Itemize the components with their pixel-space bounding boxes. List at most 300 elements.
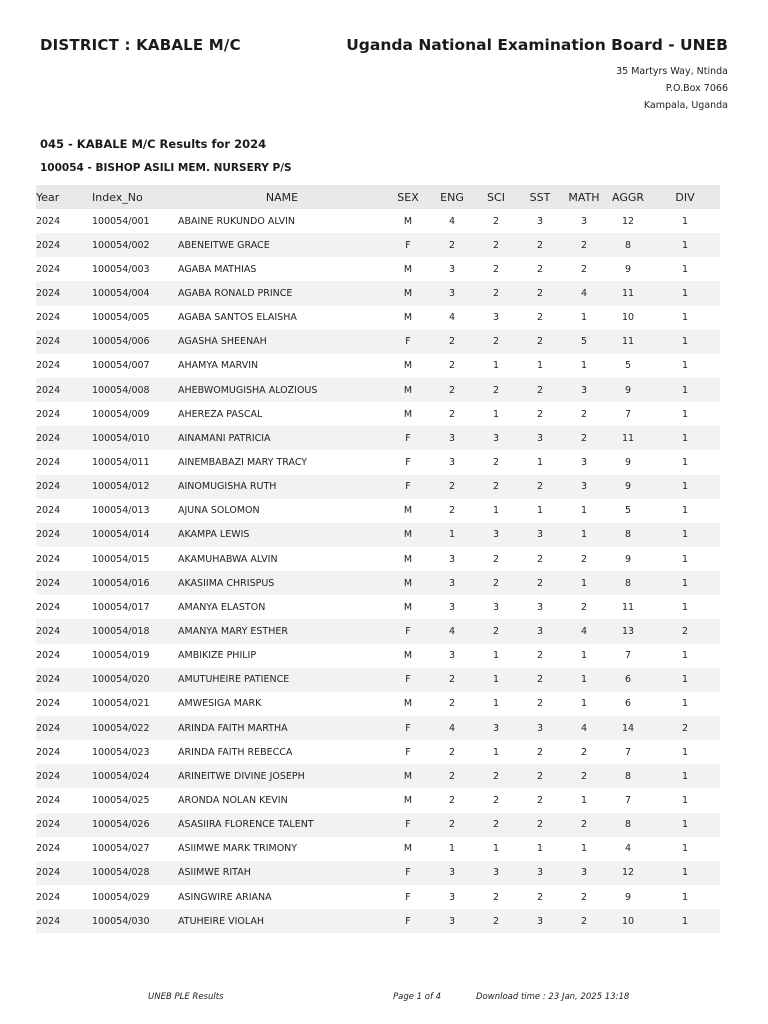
aggr-cell: 5 [624, 505, 632, 517]
year-cell: 2024 [36, 861, 92, 885]
table-row [36, 692, 720, 716]
year-cell: 2024 [36, 909, 92, 933]
eng-cell: 4 [448, 215, 456, 227]
sex-cell: M [403, 215, 413, 227]
aggr-cell: 9 [624, 263, 632, 275]
sst-cell: 2 [518, 378, 562, 402]
div-cell: 1 [650, 378, 720, 402]
eng-cell: 2 [430, 330, 474, 354]
year-cell: 2024 [36, 668, 92, 692]
table-row [36, 861, 720, 885]
div-cell: 1 [681, 456, 689, 468]
year-cell: 2024 [36, 505, 61, 517]
aggr-cell: 7 [624, 746, 632, 758]
math-cell: 4 [562, 619, 606, 643]
aggr-cell: 6 [606, 668, 650, 692]
math-cell: 1 [580, 650, 588, 662]
sst-cell: 2 [536, 650, 544, 662]
column-header-sci: SCI [474, 185, 518, 209]
year-cell: 2024 [36, 553, 61, 565]
table-row [36, 668, 720, 692]
eng-cell: 3 [448, 650, 456, 662]
table-row [36, 523, 720, 547]
sex-cell: F [386, 233, 430, 257]
index-cell: 100054/001 [92, 215, 150, 227]
index-cell: 100054/017 [92, 601, 150, 613]
sci-cell: 2 [492, 215, 500, 227]
sex-cell: F [386, 668, 430, 692]
sex-cell: F [405, 456, 411, 468]
div-cell: 1 [650, 426, 720, 450]
div-cell: 1 [681, 360, 689, 372]
sst-cell: 3 [518, 619, 562, 643]
table-row [36, 499, 720, 523]
div-cell: 1 [650, 281, 720, 305]
eng-cell: 3 [430, 909, 474, 933]
math-cell: 2 [580, 601, 588, 613]
year-cell: 2024 [36, 281, 92, 305]
sex-cell: M [403, 263, 413, 275]
year-cell: 2024 [36, 794, 61, 806]
eng-cell: 3 [430, 281, 474, 305]
aggr-cell: 11 [606, 330, 650, 354]
eng-cell: 4 [430, 716, 474, 740]
sst-cell: 2 [536, 698, 544, 710]
sci-cell: 1 [492, 843, 500, 855]
name-cell: ABAINE RUKUNDO ALVIN [178, 215, 296, 227]
sst-cell: 3 [518, 716, 562, 740]
sst-cell: 1 [536, 843, 544, 855]
index-cell: 100054/030 [92, 909, 178, 933]
div-cell: 1 [681, 650, 689, 662]
name-cell: AKAMUHABWA ALVIN [178, 553, 278, 565]
sci-cell: 2 [474, 571, 518, 595]
board-address [616, 63, 728, 114]
name-cell: ARINEITWE DIVINE JOSEPH [178, 764, 386, 788]
math-cell: 2 [580, 408, 588, 420]
sex-cell: F [386, 813, 430, 837]
table-row [36, 475, 720, 499]
table-row [36, 644, 720, 668]
sex-cell: M [403, 312, 413, 324]
year-cell: 2024 [36, 263, 61, 275]
year-cell: 2024 [36, 891, 61, 903]
aggr-cell: 12 [621, 215, 635, 227]
aggr-cell: 4 [624, 843, 632, 855]
aggr-cell: 5 [624, 360, 632, 372]
address-line-city: Kampala, Uganda [643, 100, 728, 111]
table-row [36, 595, 720, 619]
eng-cell: 2 [430, 764, 474, 788]
div-cell: 1 [650, 813, 720, 837]
index-cell: 100054/026 [92, 813, 178, 837]
math-cell: 1 [580, 698, 588, 710]
div-cell: 1 [650, 523, 720, 547]
name-cell: AGABA SANTOS ELAISHA [178, 312, 297, 324]
sci-cell: 1 [492, 408, 500, 420]
sex-cell: F [386, 909, 430, 933]
year-cell: 2024 [36, 426, 92, 450]
eng-cell: 3 [430, 571, 474, 595]
table-row [36, 837, 720, 861]
eng-cell: 2 [448, 794, 456, 806]
year-cell: 2024 [36, 813, 92, 837]
column-header-name: NAME [178, 185, 386, 209]
sst-cell: 3 [518, 426, 562, 450]
year-cell: 2024 [36, 843, 61, 855]
aggr-cell: 8 [606, 523, 650, 547]
div-cell: 1 [650, 571, 720, 595]
sex-cell: M [403, 843, 413, 855]
sci-cell: 2 [474, 813, 518, 837]
table-row [36, 547, 720, 571]
name-cell: ABENEITWE GRACE [178, 233, 386, 257]
sst-cell: 2 [518, 281, 562, 305]
year-cell: 2024 [36, 475, 92, 499]
sex-cell: M [403, 408, 413, 420]
sci-cell: 3 [492, 312, 500, 324]
index-cell: 100054/003 [92, 263, 150, 275]
aggr-cell: 9 [606, 475, 650, 499]
year-cell: 2024 [36, 601, 61, 613]
sst-cell: 3 [518, 909, 562, 933]
eng-cell: 3 [448, 263, 456, 275]
footer-source: UNEB PLE Results [148, 992, 224, 1002]
eng-cell: 3 [448, 601, 456, 613]
sex-cell: M [386, 523, 430, 547]
aggr-cell: 8 [606, 764, 650, 788]
sci-cell: 2 [474, 764, 518, 788]
table-row [36, 378, 720, 402]
column-header-sst: SST [518, 185, 562, 209]
sci-cell: 3 [474, 426, 518, 450]
name-cell: ASASIIRA FLORENCE TALENT [178, 813, 386, 837]
index-cell: 100054/018 [92, 619, 178, 643]
sex-cell: F [386, 330, 430, 354]
math-cell: 5 [562, 330, 606, 354]
math-cell: 2 [562, 764, 606, 788]
year-cell: 2024 [36, 378, 92, 402]
sst-cell: 2 [536, 553, 544, 565]
eng-cell: 2 [430, 233, 474, 257]
index-cell: 100054/007 [92, 360, 150, 372]
table-row [36, 813, 720, 837]
sex-cell: F [405, 891, 411, 903]
eng-cell: 3 [430, 426, 474, 450]
sex-cell: M [386, 378, 430, 402]
column-header-math: MATH [562, 185, 606, 209]
table-row [36, 330, 720, 354]
sex-cell: F [405, 746, 411, 758]
eng-cell: 4 [430, 619, 474, 643]
name-cell: AMANYA MARY ESTHER [178, 619, 386, 643]
aggr-cell: 12 [606, 861, 650, 885]
sci-cell: 2 [492, 456, 500, 468]
math-cell: 2 [580, 263, 588, 275]
sci-cell: 2 [474, 909, 518, 933]
table-row [36, 740, 720, 764]
math-cell: 3 [562, 475, 606, 499]
aggr-cell: 11 [606, 281, 650, 305]
div-cell: 1 [681, 505, 689, 517]
year-cell: 2024 [36, 523, 92, 547]
aggr-cell: 10 [606, 909, 650, 933]
sst-cell: 2 [518, 475, 562, 499]
sst-cell: 1 [536, 360, 544, 372]
name-cell: AINEMBABAZI MARY TRACY [178, 456, 308, 468]
index-cell: 100054/020 [92, 668, 178, 692]
sci-cell: 2 [474, 233, 518, 257]
year-cell: 2024 [36, 330, 92, 354]
math-cell: 2 [580, 746, 588, 758]
table-row [36, 764, 720, 788]
footer-download-time: Download time : 23 Jan, 2025 13:18 [476, 992, 630, 1002]
aggr-cell: 14 [606, 716, 650, 740]
math-cell: 1 [562, 523, 606, 547]
math-cell: 1 [580, 312, 588, 324]
column-header-sex: SEX [386, 185, 430, 209]
name-cell: ASIIMWE MARK TRIMONY [178, 843, 298, 855]
column-header-year: Year [36, 185, 92, 209]
sci-cell: 2 [492, 794, 500, 806]
math-cell: 1 [580, 360, 588, 372]
sci-cell: 3 [492, 601, 500, 613]
table-row [36, 619, 720, 643]
sst-cell: 2 [536, 408, 544, 420]
name-cell: AGABA MATHIAS [178, 263, 257, 275]
math-cell: 1 [580, 794, 588, 806]
sst-cell: 2 [536, 312, 544, 324]
sci-cell: 1 [492, 698, 500, 710]
name-cell: AHEBWOMUGISHA ALOZIOUS [178, 378, 386, 402]
table-header [36, 185, 720, 209]
index-cell: 100054/005 [92, 312, 150, 324]
sci-cell: 1 [492, 505, 500, 517]
index-cell: 100054/008 [92, 378, 178, 402]
sex-cell: F [386, 475, 430, 499]
math-cell: 4 [562, 281, 606, 305]
sex-cell: F [386, 619, 430, 643]
math-cell: 2 [562, 426, 606, 450]
eng-cell: 3 [430, 861, 474, 885]
sst-cell: 2 [518, 813, 562, 837]
table-body [36, 209, 720, 933]
math-cell: 2 [580, 891, 588, 903]
eng-cell: 2 [430, 668, 474, 692]
year-cell: 2024 [36, 456, 61, 468]
math-cell: 3 [562, 861, 606, 885]
table-row [36, 306, 720, 330]
sci-cell: 1 [492, 650, 500, 662]
eng-cell: 3 [448, 553, 456, 565]
table-row [36, 354, 720, 378]
address-line-street: 35 Martyrs Way, Ntinda [616, 66, 728, 77]
sst-cell: 3 [518, 861, 562, 885]
eng-cell: 2 [448, 360, 456, 372]
sst-cell: 3 [536, 215, 544, 227]
sci-cell: 2 [474, 619, 518, 643]
sst-cell: 2 [536, 794, 544, 806]
sex-cell: M [386, 764, 430, 788]
table-row [36, 450, 720, 474]
div-cell: 1 [681, 263, 689, 275]
name-cell: AMANYA ELASTON [178, 601, 266, 613]
index-cell: 100054/011 [92, 456, 150, 468]
sex-cell: M [403, 553, 413, 565]
column-header-index: Index_No [92, 185, 178, 209]
index-cell: 100054/021 [92, 698, 150, 710]
results-table [36, 185, 720, 933]
name-cell: AHAMYA MARVIN [178, 360, 259, 372]
math-cell: 3 [580, 456, 588, 468]
aggr-cell: 9 [624, 891, 632, 903]
div-cell: 1 [650, 233, 720, 257]
aggr-cell: 6 [624, 698, 632, 710]
eng-cell: 2 [430, 813, 474, 837]
year-cell: 2024 [36, 746, 61, 758]
year-cell: 2024 [36, 312, 61, 324]
sex-cell: M [386, 571, 430, 595]
table-row [36, 426, 720, 450]
math-cell: 2 [562, 909, 606, 933]
table-row [36, 257, 720, 281]
sst-cell: 2 [518, 764, 562, 788]
index-cell: 100054/013 [92, 505, 150, 517]
column-header-aggr: AGGR [606, 185, 650, 209]
aggr-cell: 8 [606, 233, 650, 257]
name-cell: AMBIKIZE PHILIP [178, 650, 257, 662]
name-cell: ATUHEIRE VIOLAH [178, 909, 386, 933]
sci-cell: 3 [474, 523, 518, 547]
aggr-cell: 10 [621, 312, 635, 324]
math-cell: 3 [562, 378, 606, 402]
aggr-cell: 7 [624, 408, 632, 420]
eng-cell: 2 [430, 475, 474, 499]
aggr-cell: 13 [606, 619, 650, 643]
div-cell: 1 [650, 668, 720, 692]
sci-cell: 1 [492, 360, 500, 372]
div-cell: 1 [681, 601, 689, 613]
index-cell: 100054/028 [92, 861, 178, 885]
column-header-div: DIV [650, 185, 720, 209]
name-cell: AINOMUGISHA RUTH [178, 475, 386, 499]
sci-cell: 2 [492, 891, 500, 903]
sci-cell: 3 [474, 716, 518, 740]
div-cell: 1 [681, 408, 689, 420]
div-cell: 1 [681, 553, 689, 565]
aggr-cell: 8 [606, 571, 650, 595]
sst-cell: 2 [536, 891, 544, 903]
table-row [36, 909, 720, 933]
table-row [36, 716, 720, 740]
div-cell: 1 [681, 843, 689, 855]
address-line-box: P.O.Box 7066 [665, 83, 728, 94]
sst-cell: 2 [536, 263, 544, 275]
name-cell: AGASHA SHEENAH [178, 330, 386, 354]
math-cell: 2 [562, 813, 606, 837]
div-cell: 1 [681, 698, 689, 710]
aggr-cell: 9 [624, 456, 632, 468]
div-cell: 1 [681, 891, 689, 903]
year-cell: 2024 [36, 716, 92, 740]
table-row [36, 209, 720, 233]
sst-cell: 2 [518, 330, 562, 354]
sex-cell: M [403, 601, 413, 613]
math-cell: 2 [580, 553, 588, 565]
year-cell: 2024 [36, 360, 61, 372]
column-header-eng: ENG [430, 185, 474, 209]
sci-cell: 1 [492, 746, 500, 758]
name-cell: AINAMANI PATRICIA [178, 426, 386, 450]
name-cell: ARINDA FAITH MARTHA [178, 716, 386, 740]
aggr-cell: 8 [606, 813, 650, 837]
aggr-cell: 7 [624, 650, 632, 662]
sst-cell: 2 [518, 668, 562, 692]
sex-cell: F [386, 426, 430, 450]
sci-cell: 3 [474, 861, 518, 885]
name-cell: AMWESIGA MARK [178, 698, 262, 710]
math-cell: 4 [562, 716, 606, 740]
table-row [36, 571, 720, 595]
math-cell: 1 [580, 505, 588, 517]
aggr-cell: 11 [606, 426, 650, 450]
index-cell: 100054/025 [92, 794, 150, 806]
sst-cell: 2 [518, 571, 562, 595]
sex-cell: M [386, 281, 430, 305]
index-cell: 100054/012 [92, 475, 178, 499]
aggr-cell: 7 [624, 794, 632, 806]
sst-cell: 2 [536, 746, 544, 758]
eng-cell: 2 [448, 698, 456, 710]
eng-cell: 2 [448, 505, 456, 517]
sst-cell: 1 [536, 505, 544, 517]
index-cell: 100054/023 [92, 746, 150, 758]
name-cell: AMUTUHEIRE PATIENCE [178, 668, 386, 692]
index-cell: 100054/027 [92, 843, 150, 855]
div-cell: 1 [650, 861, 720, 885]
math-cell: 3 [580, 215, 588, 227]
div-cell: 1 [681, 312, 689, 324]
year-cell: 2024 [36, 698, 61, 710]
name-cell: AKAMPA LEWIS [178, 523, 386, 547]
index-cell: 100054/022 [92, 716, 178, 740]
eng-cell: 3 [448, 456, 456, 468]
eng-cell: 4 [448, 312, 456, 324]
eng-cell: 2 [448, 408, 456, 420]
div-cell: 2 [650, 716, 720, 740]
year-cell: 2024 [36, 215, 61, 227]
footer-page: Page 1 of 4 [393, 992, 442, 1002]
div-cell: 1 [650, 475, 720, 499]
year-cell: 2024 [36, 571, 92, 595]
math-cell: 1 [580, 843, 588, 855]
sci-cell: 2 [474, 281, 518, 305]
table-row [36, 281, 720, 305]
name-cell: ASIIMWE RITAH [178, 861, 386, 885]
eng-cell: 1 [430, 523, 474, 547]
div-cell: 1 [681, 215, 689, 227]
name-cell: AHEREZA PASCAL [178, 408, 263, 420]
eng-cell: 2 [430, 378, 474, 402]
index-cell: 100054/004 [92, 281, 178, 305]
sex-cell: M [403, 650, 413, 662]
district-title: DISTRICT : KABALE M/C [40, 36, 241, 54]
report-title: 045 - KABALE M/C Results for 2024 [40, 137, 267, 151]
name-cell: AGABA RONALD PRINCE [178, 281, 386, 305]
index-cell: 100054/024 [92, 764, 178, 788]
sst-cell: 1 [536, 456, 544, 468]
sst-cell: 2 [518, 233, 562, 257]
